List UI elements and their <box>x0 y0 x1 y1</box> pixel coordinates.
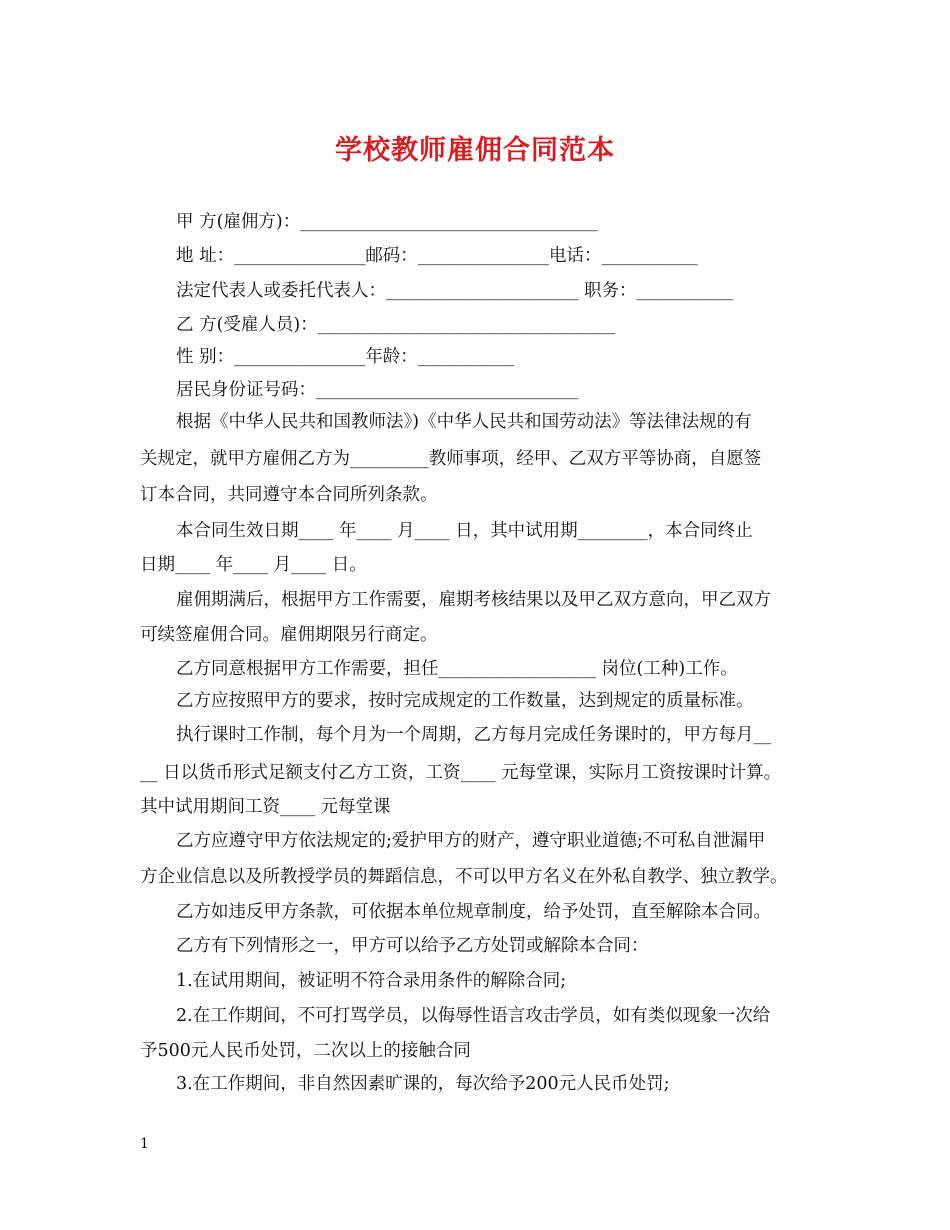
paragraph-line: 乙方应按照甲方的要求，按时完成规定的工作数量，达到规定的质量标准。 <box>176 691 754 711</box>
paragraph-line: 乙方应遵守甲方依法规定的;爱护甲方的财产，遵守职业道德;不可私自泄漏甲 <box>176 831 766 851</box>
id-number-line: 居民身份证号码：______________________________ <box>176 380 579 400</box>
party-b-line: 乙 方(受雇人员)：__________________________________ <box>176 315 616 335</box>
gender-age-line: 性 别：_______________年龄：___________ <box>176 347 515 367</box>
paragraph-line: 乙方有下列情形之一，甲方可以给予乙方处罚或解除本合同： <box>176 936 649 956</box>
paragraph-line: 根据《中华人民共和国教师法》)《中华人民共和国劳动法》等法律法规的有 <box>176 412 752 432</box>
list-item: 1.在试用期间，被证明不符合录用条件的解除合同; <box>176 971 567 991</box>
paragraph-line: 日期____ 年____ 月____ 日。 <box>140 555 367 575</box>
document-title: 学校教师雇佣合同范本 <box>335 135 615 166</box>
paragraph-line: 执行课时工作制，每个月为一个周期，乙方每月完成任务课时的，甲方每月__ <box>176 725 771 745</box>
paragraph-line: 乙方同意根据甲方工作需要，担任__________________ 岗位(工种)工作。 <box>176 659 738 679</box>
paragraph-line: 本合同生效日期____ 年____ 月____ 日，其中试用期________，本合同终止 <box>176 521 753 541</box>
paragraph-line: 订本合同，共同遵守本合同所列条款。 <box>140 485 438 505</box>
party-a-line: 甲 方(雇佣方)：__________________________________ <box>176 212 598 232</box>
address-line: 地 址：_______________邮码：_______________电话：___________ <box>176 246 698 266</box>
page-number: 1 <box>140 1136 149 1152</box>
paragraph-line: 方企业信息以及所教授学员的舞蹈信息，不可以甲方名义在外私自教学、独立教学。 <box>140 867 788 887</box>
list-item-continuation: 予500元人民币处罚，二次以上的接触合同 <box>140 1041 471 1061</box>
paragraph-line: 乙方如违反甲方条款，可依据本单位规章制度，给予处罚，直至解除本合同。 <box>176 902 771 922</box>
paragraph-line: 其中试用期间工资____ 元每堂课 <box>140 797 391 817</box>
paragraph-line: 雇佣期满后，根据甲方工作需要，雇期考核结果以及甲乙双方意向，甲乙双方 <box>176 590 771 610</box>
paragraph-line: 关规定，就甲方雇佣乙方为_________教师事项，经甲、乙双方平等协商，自愿签 <box>140 449 762 469</box>
paragraph-line: __ 日以货币形式足额支付乙方工资，工资____ 元每堂课，实际月工资按课时计算。 <box>140 763 782 783</box>
list-item: 3.在工作期间，非自然因素旷课的，每次给予200元人民币处罚; <box>176 1074 670 1094</box>
representative-line: 法定代表人或委托代表人：______________________ 职务：___________ <box>176 281 733 301</box>
list-item: 2.在工作期间，不可打骂学员，以侮辱性语言攻击学员，如有类似现象一次给 <box>176 1006 771 1026</box>
paragraph-line: 可续签雇佣合同。雇佣期限另行商定。 <box>140 625 438 645</box>
